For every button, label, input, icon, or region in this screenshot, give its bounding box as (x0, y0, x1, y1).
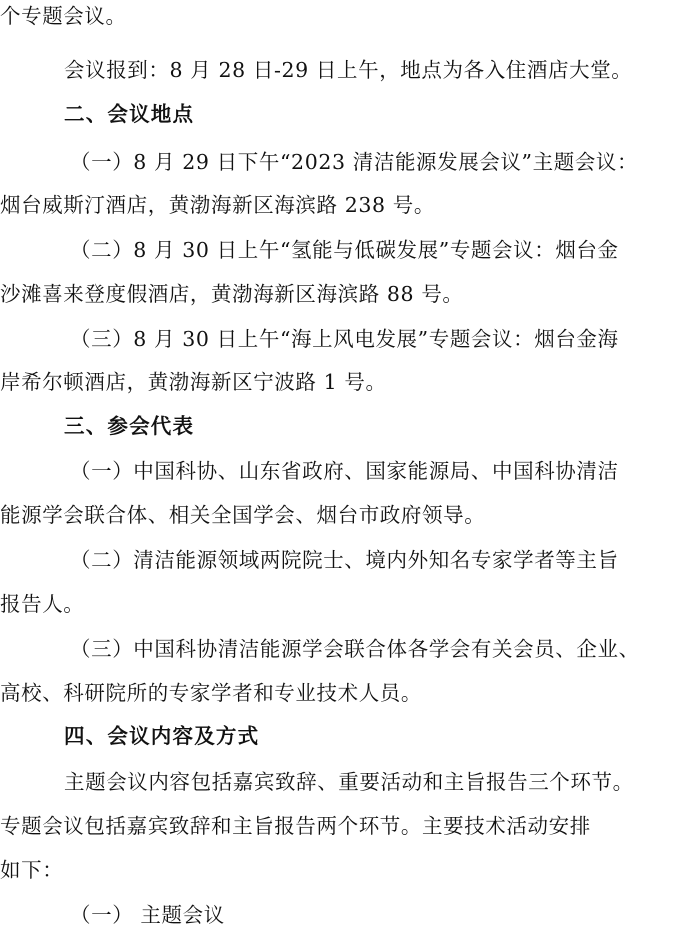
paragraph-line: 报告人。 (0, 592, 85, 616)
paragraph-line: 专题会议包括嘉宾致辞和主旨报告两个环节。主要技术活动安排 (0, 814, 591, 838)
paragraph-line: 高校、科研院所的专家学者和专业技术人员。 (0, 681, 422, 705)
paragraph-line: （二）清洁能源领域两院院士、境内外知名专家学者等主旨 (70, 548, 619, 572)
paragraph-line: （一）8 月 29 日下午“2023 清洁能源发展会议”主题会议： (70, 150, 639, 174)
paragraph-line: 会议报到：8 月 28 日-29 日上午，地点为各入住酒店大堂。 (64, 58, 633, 82)
paragraph-line: 主题会议内容包括嘉宾致辞、重要活动和主旨报告三个环节。 (64, 770, 634, 794)
paragraph-line: （三）8 月 30 日上午“海上风电发展”专题会议：烟台金海 (70, 327, 619, 351)
paragraph-line: 如下： (0, 858, 64, 882)
paragraph-line: （二）8 月 30 日上午“氢能与低碳发展”专题会议：烟台金 (70, 238, 619, 262)
paragraph-line: （一）中国科协、山东省政府、国家能源局、中国科协清洁 (70, 459, 619, 483)
paragraph-line: 能源学会联合体、相关全国学会、烟台市政府领导。 (0, 503, 486, 527)
section-heading-content: 四、会议内容及方式 (64, 724, 260, 748)
paragraph-line: 个专题会议。 (0, 4, 127, 28)
paragraph-line: 烟台威斯汀酒店，黄渤海新区海滨路 238 号。 (0, 193, 435, 217)
section-heading-attendees: 三、参会代表 (64, 414, 195, 438)
subsection-heading: （一） 主题会议 (70, 903, 225, 927)
paragraph-line: 沙滩喜来登度假酒店，黄渤海新区海滨路 88 号。 (0, 282, 464, 306)
section-heading-venue: 二、会议地点 (64, 102, 195, 126)
paragraph-line: （三）中国科协清洁能源学会联合体各学会有关会员、企业、 (70, 637, 640, 661)
paragraph-line: 岸希尔顿酒店，黄渤海新区宁波路 1 号。 (0, 370, 387, 394)
